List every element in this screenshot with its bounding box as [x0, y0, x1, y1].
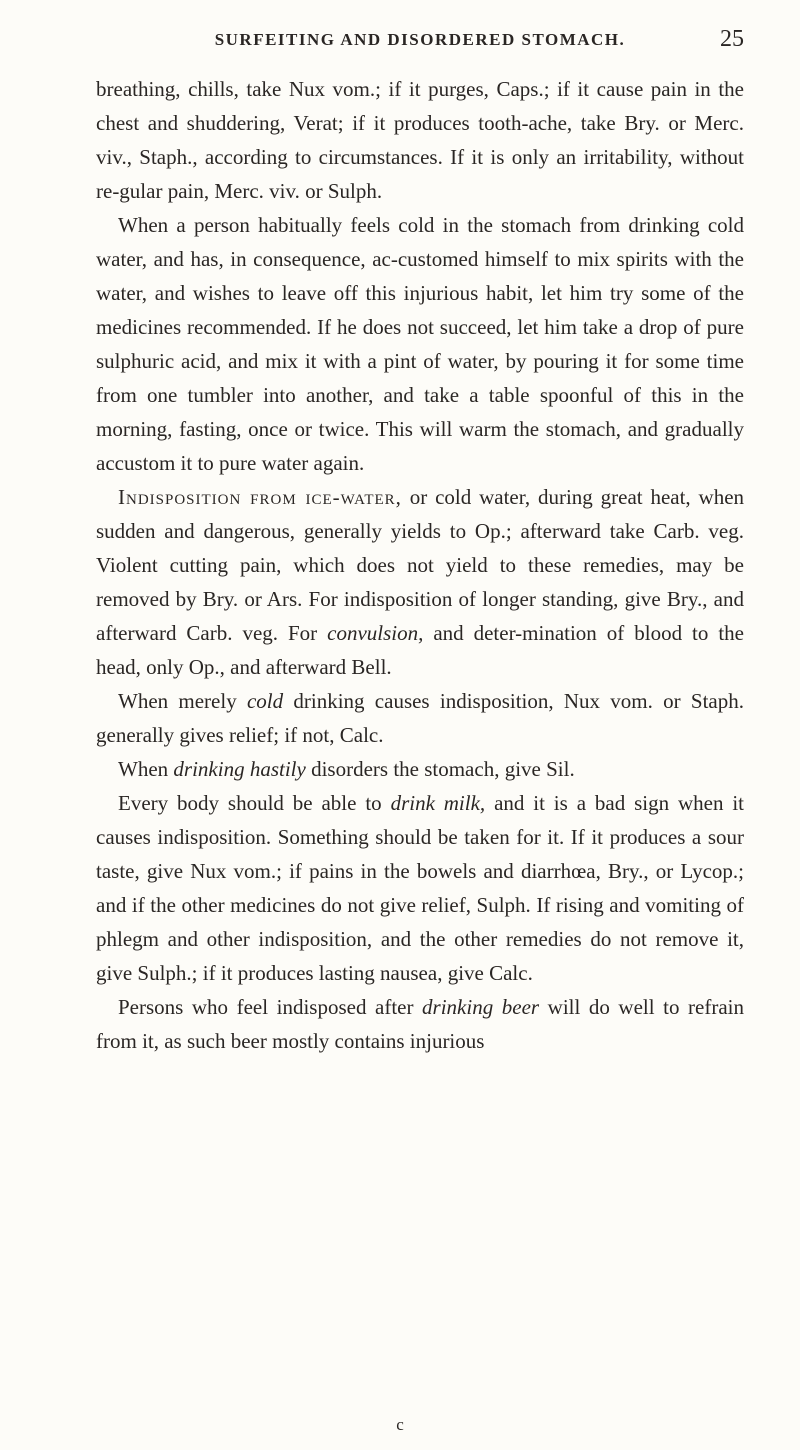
italic-text: drinking hastily: [173, 757, 306, 781]
paragraph-text: When a person habitually feels cold in the stomach from drinking cold water, and has, in consequence, ac-customed himself to mix spirits with the water, and wishes to leave off this injurious habit, let him try some of the medicines recommended. If he does not succeed, let him take a drop of pure sulphuric acid, and mix it with a pint of water, by pouring it for some time from one tumbler into another, and take a table spoonful of this in the morning, fasting, once or twice. This will warm the stomach, and gradually accustom it to pure water again.: [96, 213, 744, 475]
running-head: [96, 26, 744, 60]
paragraph-text: drinking causes indisposition, Nux vom. or Staph. generally gives relief; if not, Calc.: [96, 689, 744, 747]
italic-text: drink milk,: [390, 791, 486, 815]
paragraph-text: and deter-mination of blood to the head, only Op., and afterward Bell.: [96, 621, 744, 679]
paragraph: [96, 752, 744, 786]
italic-text: cold: [246, 689, 284, 713]
paragraph-text: breathing, chills, take Nux vom.; if it purges, Caps.; if it cause pain in the chest and shuddering, Verat; if it produces tooth-ache, take Bry. or Merc. viv., Staph., according to circumstances. If it is only an irritability, without re-gular pain, Merc. viv. or Sulph.: [96, 77, 744, 203]
page-number: 25: [720, 26, 744, 52]
paragraph-text: will do well to refrain from it, as such beer mostly contains injurious: [96, 995, 744, 1053]
paragraph-text: When merely: [118, 689, 247, 713]
paragraph-text: or cold water, during great heat, when sudden and dangerous, generally yields to Op.; afterward take Carb. veg. Violent cutting pain, which does not yield to these remedies, may be removed by Bry. or Ars. For indisposition of longer standing, give Bry., and afterward Carb. veg. For: [96, 485, 745, 645]
paragraph: [96, 786, 744, 990]
paragraph-text: disorders the stomach, give Sil.: [305, 757, 575, 781]
paragraph-text: When: [118, 757, 174, 781]
paragraph: [96, 208, 744, 480]
paragraph-text: Persons who feel indisposed after: [118, 995, 423, 1019]
paragraph: [96, 480, 744, 684]
body-text: [96, 72, 744, 1058]
running-title: SURFEITING AND DISORDERED STOMACH.: [214, 30, 626, 49]
italic-text: convulsion,: [327, 621, 424, 645]
paragraph: [96, 72, 744, 208]
paragraph-text: and it is a bad sign when it causes indisposition. Something should be taken for it. If it produces a sour taste, give Nux vom.; if pains in the bowels and diarrhœa, Bry., or Lycop.; and if the other medicines do not give relief, Sulph. If rising and vomiting of phlegm and other indisposition, and the other remedies do not remove it, give Sulph.; if it produces lasting nausea, give Calc.: [96, 791, 745, 985]
italic-text: drinking beer: [422, 995, 540, 1019]
paragraph: [96, 684, 744, 752]
paragraph: [96, 990, 744, 1058]
section-heading: Indisposition from ice-water,: [118, 485, 402, 509]
signature-mark: c: [396, 1415, 404, 1434]
paragraph-text: Every body should be able to: [118, 791, 391, 815]
